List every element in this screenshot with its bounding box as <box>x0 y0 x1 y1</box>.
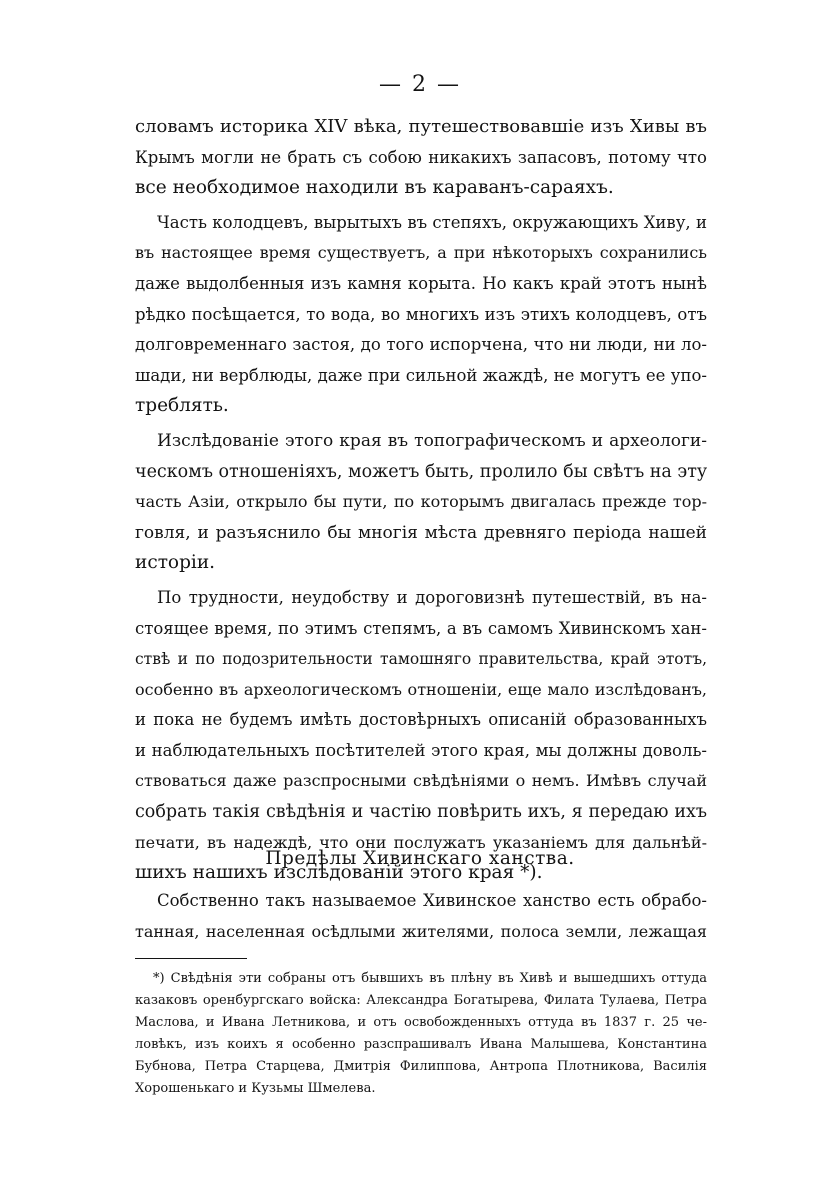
paragraph-2-line-7: треблять. <box>135 395 229 417</box>
paragraph-4-line-1: По трудности, неудобству и дороговизнѣ путешествій, въ на- <box>157 587 707 607</box>
paragraph-4-line-4: особенно въ археологическомъ отношеніи, еще мало изслѣдованъ, <box>135 679 707 699</box>
section-heading: Предѣлы Хивинскаго ханства. <box>265 848 575 869</box>
paragraph-2-line-6: шади, ни верблюды, даже при сильной жаждѣ, не могутъ ее упо- <box>135 365 707 385</box>
paragraph-4-line-8: собрать такія свѣдѣнія и частію повѣрить ихъ, я передаю ихъ <box>135 802 707 823</box>
footnote-line-1: *) Свѣдѣнія эти собраны отъ бывшихъ въ плѣну въ Хивѣ и вышедшихъ оттуда <box>153 971 707 986</box>
paragraph-3-line-2: ческомъ отношеніяхъ, можетъ быть, пролило бы свѣтъ на эту <box>135 461 708 482</box>
footnote-line-5: Бубнова, Петра Старцева, Дмитрія Филиппова, Антропа Плотникова, Василія <box>135 1059 707 1074</box>
footnote-divider <box>135 958 247 959</box>
paragraph-2-line-4: рѣдко посѣщается, то вода, во многихъ изъ этихъ колодцевъ, отъ <box>135 304 707 324</box>
paragraph-3-line-1: Изслѣдованіе этого края въ топографическомъ и археологи- <box>157 430 707 451</box>
paragraph-2-line-2: въ настоящее время существуетъ, а при нѣкоторыхъ сохранились <box>135 243 707 263</box>
paragraph-2-line-1: Часть колодцевъ, вырытыхъ въ степяхъ, окружающихъ Хиву, и <box>157 212 707 232</box>
page-number: — 2 — <box>379 72 461 97</box>
footnote-line-3: Маслова, и Ивана Летникова, и отъ освобожденныхъ оттуда въ 1837 г. 25 че- <box>135 1015 707 1030</box>
paragraph-2-line-5: долговременнаго застоя, до того испорчена, что ни люди, ни ло- <box>135 335 707 355</box>
final-paragraph <box>135 886 707 947</box>
paragraph-4-line-6: и наблюдательныхъ посѣтителей этого края, мы должны доволь- <box>135 740 707 760</box>
footnote-line-2: казаковъ оренбургскаго войска: Александра Богатырева, Филата Тулаева, Петра <box>135 993 707 1008</box>
paragraph-4-line-2: стоящее время, по этимъ степямъ, а въ самомъ Хивинскомъ хан- <box>135 618 707 638</box>
paragraph-1-line-1: словамъ историка XIV вѣка, путешествовавшіе изъ Хивы въ <box>135 116 707 137</box>
paragraph-2-line-3: даже выдолбенныя изъ камня корыта. Но какъ край этотъ нынѣ <box>135 273 707 293</box>
paragraph-1-line-3: все необходимое находили въ караванъ-сараяхъ. <box>135 177 614 199</box>
paragraph-3-line-5: исторіи. <box>135 552 216 574</box>
paragraph-3-line-3: часть Азіи, открыло бы пути, по которымъ двигалась прежде тор- <box>135 492 707 512</box>
paragraph-4-line-10: шихъ нашихъ изслѣдованій этого края *). <box>135 862 543 884</box>
paragraph-4-line-9: печати, въ надеждѣ, что они послужатъ указаніемъ для дальнѣй- <box>135 832 707 852</box>
body-text <box>135 112 707 889</box>
paragraph-4-line-3: ствѣ и по подозрительности тамошняго правительства, край этотъ, <box>135 650 707 669</box>
footnote-line-6: Хорошенькаго и Кузьмы Шмелева. <box>135 1081 376 1096</box>
paragraph-3-line-4: говля, и разъяснило бы многія мѣста древняго періода нашей <box>135 522 707 543</box>
final-paragraph-line-1: Собственно такъ называемое Хивинское ханство есть обрабо- <box>157 891 707 910</box>
final-paragraph-line-2: танная, населенная осѣдлыми жителями, полоса земли, лежащая <box>135 921 707 941</box>
footnote <box>135 968 707 1100</box>
paragraph-4-line-5: и пока не будемъ имѣть достовѣрныхъ описаній образованныхъ <box>135 710 707 730</box>
paragraph-4-line-7: ствоваться даже разспросными свѣдѣніями о немъ. Имѣвъ случай <box>135 771 707 791</box>
footnote-line-4: ловѣкъ, изъ коихъ я особенно разспрашивалъ Ивана Малышева, Константина <box>135 1037 707 1052</box>
paragraph-1-line-2: Крымъ могли не брать съ собою никакихъ запасовъ, потому что <box>135 147 707 167</box>
